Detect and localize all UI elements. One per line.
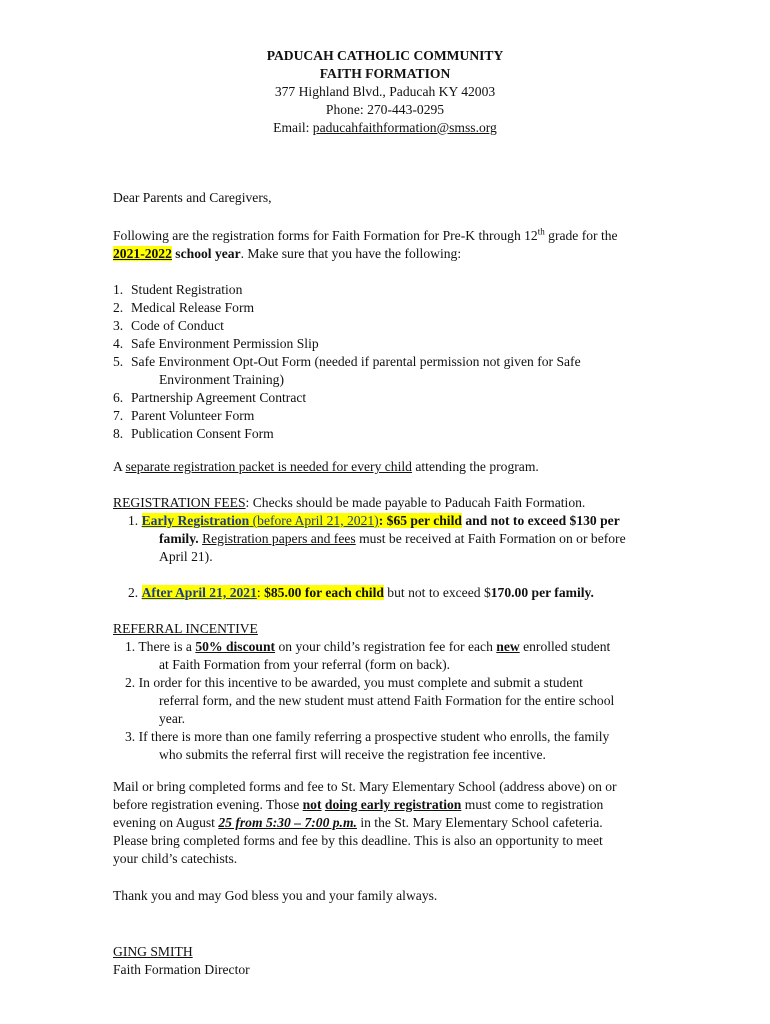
- org-department: FAITH FORMATION: [319, 66, 451, 81]
- mail-line-4: Please bring completed forms and fee by this deadline. This is also an opportunity to meet: [113, 833, 603, 848]
- list-item: [113, 389, 693, 407]
- after-cap-b: 170.00 per family.: [490, 585, 594, 600]
- list-number: 1.: [128, 513, 139, 528]
- registration-fees-section: [113, 494, 693, 566]
- form-name: Publication Consent Form: [131, 426, 274, 441]
- early-cap: and not to exceed $130 per: [461, 513, 620, 528]
- list-item: [113, 335, 693, 353]
- list-number: 7.: [113, 408, 124, 423]
- mail-line-1: Mail or bring completed forms and fee to St. Mary Elementary School (address above) on or: [113, 779, 617, 794]
- closing: Thank you and may God bless you and your family always.: [113, 888, 438, 903]
- form-name: Student Registration: [131, 282, 243, 297]
- email-link[interactable]: paducahfaithformation@smss.org: [312, 120, 497, 135]
- list-item: [113, 425, 693, 443]
- mail2-b: must come to registration: [461, 797, 604, 812]
- form-name: Medical Release Form: [131, 300, 255, 315]
- list-number: 2.: [125, 675, 136, 690]
- mail3-b: in the St. Mary Elementary School cafeteria.: [356, 815, 603, 830]
- ref3-a: If there is more than one family referring a prospective student who enrolls, the family: [138, 729, 610, 744]
- intro-superscript: th: [537, 226, 545, 237]
- separate-text-b: attending the program.: [411, 459, 539, 474]
- list-item-continued: Environment Training): [159, 372, 284, 387]
- ref3-b: who submits the referral first will receive the registration fee incentive.: [159, 747, 546, 762]
- list-item: [113, 299, 693, 317]
- list-number: 2.: [128, 585, 139, 600]
- list-number: 1.: [113, 282, 124, 297]
- ref1-a: There is a: [138, 639, 196, 654]
- intro-text-a: Following are the registration forms for Faith Formation for Pre-K through 12: [113, 228, 538, 243]
- separate-packet-note: [113, 458, 693, 476]
- intro-text-c: . Make sure that you have the following:: [240, 246, 462, 261]
- intro-text-b: grade for the: [544, 228, 618, 243]
- form-name: Safe Environment Opt-Out Form (needed if parental permission not given for Safe: [131, 354, 581, 369]
- signer-title: Faith Formation Director: [113, 962, 250, 977]
- mail2-a: before registration evening. Those: [113, 797, 303, 812]
- school-year-label: school year: [171, 246, 241, 261]
- list-number: 8.: [113, 426, 124, 441]
- mail2-doing: doing early registration: [324, 797, 462, 812]
- early-rest-2: April 21).: [159, 549, 213, 564]
- list-item: [113, 317, 693, 335]
- early-registration-date: (before April 21, 2021): [249, 513, 379, 528]
- org-name: PADUCAH CATHOLIC COMMUNITY: [266, 48, 504, 63]
- list-number: 6.: [113, 390, 124, 405]
- referral-heading: REFERRAL INCENTIVE: [113, 621, 258, 636]
- after-cap-a: but not to exceed $: [383, 585, 491, 600]
- early-registration-label: Early Registration: [141, 513, 250, 528]
- ref2-a: In order for this incentive to be awarded, you must complete and submit a student: [138, 675, 583, 690]
- mail3-a: evening on August: [113, 815, 219, 830]
- list-number: 3.: [113, 318, 124, 333]
- ref1-c: enrolled student: [519, 639, 611, 654]
- org-address: 377 Highland Blvd., Paducah KY 42003: [274, 84, 496, 99]
- list-item: [113, 281, 693, 299]
- mail-paragraph: [113, 778, 693, 868]
- referral-section: [113, 620, 693, 764]
- signature-block: [113, 943, 693, 979]
- list-number: 1.: [125, 639, 136, 654]
- list-item: [113, 407, 693, 425]
- ref2-b: referral form, and the new student must attend Faith Formation for the entire school: [159, 693, 615, 708]
- ref1-discount: 50% discount: [195, 639, 276, 654]
- mail3-time: 25 from 5:30 – 7:00 p.m.: [218, 815, 357, 830]
- ref1-new: new: [496, 639, 520, 654]
- early-family: family.: [159, 531, 199, 546]
- letterhead: [0, 47, 770, 137]
- ref1-b: on your child’s registration fee for each: [275, 639, 497, 654]
- separate-text-underlined: separate registration packet is needed for every child: [125, 459, 412, 474]
- form-name: Partnership Agreement Contract: [131, 390, 307, 405]
- mail2-not: not: [302, 797, 322, 812]
- intro-paragraph: [113, 227, 693, 263]
- form-name: Code of Conduct: [131, 318, 224, 333]
- list-item: [113, 353, 693, 371]
- forms-list: [113, 281, 693, 443]
- list-number: 3.: [125, 729, 136, 744]
- after-label: After April 21, 2021: [141, 585, 257, 600]
- list-number: 4.: [113, 336, 124, 351]
- salutation: Dear Parents and Caregivers,: [113, 190, 272, 205]
- mail-line-5: your child’s catechists.: [113, 851, 238, 866]
- ref1-d: at Faith Formation from your referral (form on back).: [159, 657, 451, 672]
- after-registration-item: [113, 584, 693, 602]
- fees-heading: REGISTRATION FEES: [113, 495, 246, 510]
- list-number: 5.: [113, 354, 124, 369]
- fees-text: : Checks should be made payable to Paducah Faith Formation.: [245, 495, 586, 510]
- early-price: : $65 per child: [378, 513, 462, 528]
- signer-name: GING SMITH: [113, 944, 193, 959]
- org-phone: Phone: 270-443-0295: [325, 102, 445, 117]
- form-name: Safe Environment Permission Slip: [131, 336, 319, 351]
- separate-text-a: A: [113, 459, 126, 474]
- early-papers: Registration papers and fees: [202, 531, 356, 546]
- school-year: 2021-2022: [113, 246, 172, 261]
- after-price: $85.00 for each child: [264, 585, 384, 600]
- org-email-line: [0, 119, 770, 137]
- early-rest: must be received at Faith Formation on or before: [355, 531, 626, 546]
- after-colon: :: [256, 585, 265, 600]
- email-label: Email:: [273, 120, 313, 135]
- list-number: 2.: [113, 300, 124, 315]
- ref2-c: year.: [159, 711, 186, 726]
- form-name: Parent Volunteer Form: [131, 408, 255, 423]
